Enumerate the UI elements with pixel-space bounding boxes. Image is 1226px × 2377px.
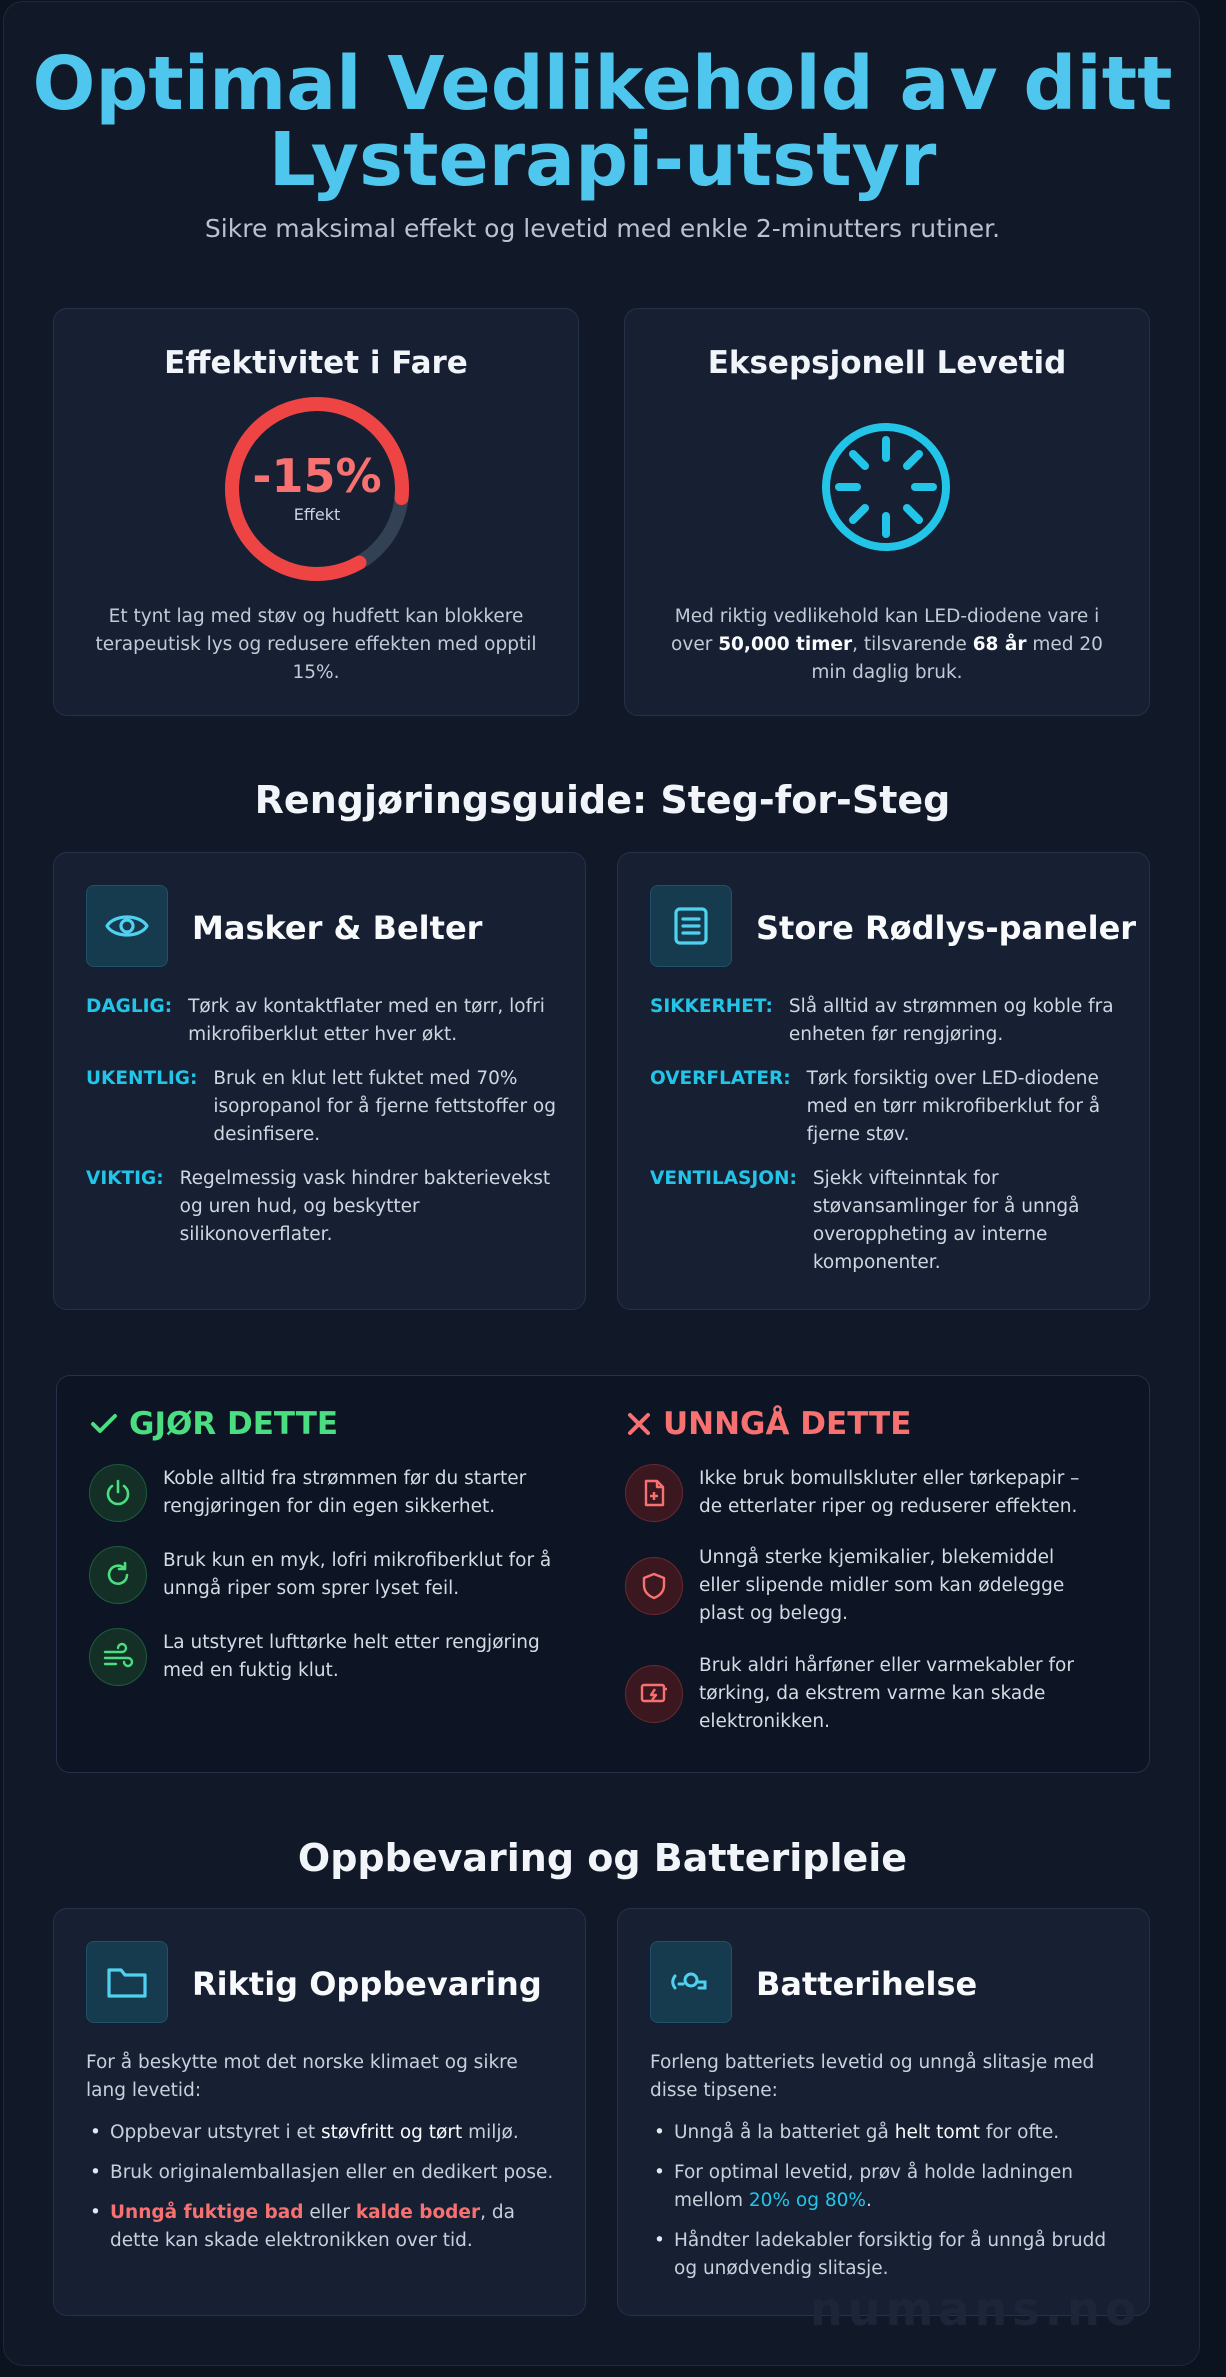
power-icon <box>89 1464 147 1522</box>
dont-heading: UNNGÅ DETTE <box>625 1406 911 1442</box>
check-icon <box>89 1409 119 1439</box>
page-subtitle: Sikre maksimal effekt og levetid med enkle 2-minutters rutiner. <box>204 214 1001 243</box>
page-title: Optimal Vedlikehold av ditt Lysterapi-utstyr <box>32 41 1173 203</box>
dont-item: Unngå sterke kjemikalier, blekemiddel eller slipende midler som kan ødelegge plast og belegg. <box>625 1544 1095 1628</box>
lifetime-card <box>624 308 1150 716</box>
do-item: La utstyret lufttørke helt etter rengjøring med en fuktig klut. <box>89 1628 559 1686</box>
efficiency-label: Effekt <box>293 505 341 524</box>
do-item: Koble alltid fra strømmen før du starter rengjøringen for din egen sikkerhet. <box>89 1464 559 1522</box>
refresh-icon <box>89 1546 147 1604</box>
list-item: SIKKERHET: Slå alltid av strømmen og koble fra enheten før rengjøring. <box>650 996 1114 1045</box>
lifetime-text: Med riktig vedlikehold kan LED-diodene vare i over 50,000 timer, tilsvarende 68 år med 20 min daglig bruk. <box>671 606 1103 683</box>
x-icon <box>625 1410 653 1438</box>
storage-list <box>86 2119 559 2267</box>
efficiency-card <box>53 308 579 716</box>
list-item: VIKTIG: Regelmessig vask hindrer bakterievekst og uren hud, og beskytter silikonoverflater. <box>86 1168 551 1245</box>
lifetime-title: Eksepsjonell Levetid <box>707 345 1067 381</box>
storage-card-title: Riktig Oppbevaring <box>192 1965 542 2003</box>
battery-card <box>617 1908 1150 2316</box>
battery-intro: Forleng batteriets levetid og unngå slitasje med disse tipsene: <box>650 2052 1095 2101</box>
battery-card-title: Batterihelse <box>756 1965 978 2003</box>
storage-intro: For å beskytte mot det norske klimaet og sikre lang levetid: <box>86 2052 518 2101</box>
wind-icon <box>89 1628 147 1686</box>
eye-icon <box>86 885 168 967</box>
battery-list <box>650 2119 1123 2295</box>
panels-card <box>617 852 1150 1310</box>
efficiency-text: Et tynt lag med støv og hudfett kan blokkere terapeutisk lys og redusere effekten med opptil 15%. <box>95 606 537 683</box>
list-item: UKENTLIG: Bruk en klut lett fuktet med 70% isopropanol for å fjerne fettstoffer og desinfisere. <box>86 1068 556 1145</box>
dont-item: Bruk aldri hårføner eller varmekabler for tørking, da ekstrem varme kan skade elektronikken. <box>625 1652 1095 1736</box>
efficiency-value: -15% <box>252 449 382 503</box>
storage-card <box>53 1908 586 2316</box>
list-item: • Unngå å la batteriet gå helt tomt for ofte. <box>650 2119 1123 2147</box>
watermark: numans.no <box>810 2282 1142 2336</box>
storage-title: Oppbevaring og Batteripleie <box>297 1836 908 1880</box>
masks-title: Masker & Belter <box>192 909 483 947</box>
shield-icon <box>625 1557 683 1615</box>
do-dont-panel <box>56 1375 1150 1773</box>
masks-card <box>53 852 586 1310</box>
list-item: • Oppbevar utstyret i et støvfritt og tørt miljø. <box>86 2119 559 2147</box>
list-item: • Bruk originalemballasjen eller en dedikert pose. <box>86 2159 559 2187</box>
file-icon <box>625 1464 683 1522</box>
do-heading: GJØR DETTE <box>89 1406 338 1442</box>
panels-title: Store Rødlys-paneler <box>756 909 1137 947</box>
list-item: • Unngå fuktige bad eller kalde boder, da dette kan skade elektronikken over tid. <box>86 2199 559 2255</box>
list-item: VENTILASJON: Sjekk vifteinntak for støvansamlinger for å unngå overoppheting av interne komponenter. <box>650 1168 1080 1273</box>
guide-title: Rengjøringsguide: Steg-for-Steg <box>254 778 951 822</box>
list-item: • Håndter ladekabler forsiktig for å unngå brudd og unødvendig slitasje. <box>650 2227 1123 2283</box>
dont-item: Ikke bruk bomullskluter eller tørkepapir – de etterlater riper og reduserer effekten. <box>625 1464 1095 1522</box>
heat-icon <box>625 1665 683 1723</box>
battery-icon <box>650 1941 732 2023</box>
sun-icon <box>819 420 953 554</box>
infographic-frame <box>3 1 1200 2366</box>
list-icon <box>650 885 732 967</box>
list-item: DAGLIG: Tørk av kontaktflater med en tørr, lofri mikrofiberklut etter hver økt. <box>86 996 545 1045</box>
folder-icon <box>86 1941 168 2023</box>
list-item: • For optimal levetid, prøv å holde ladningen mellom 20% og 80%. <box>650 2159 1123 2215</box>
efficiency-title: Effektivitet i Fare <box>164 345 468 381</box>
do-item: Bruk kun en myk, lofri mikrofiberklut for å unngå riper som sprer lyset feil. <box>89 1546 559 1604</box>
list-item: OVERFLATER: Tørk forsiktig over LED-diodene med en tørr mikrofiberklut for å fjerne støv. <box>650 1068 1101 1145</box>
